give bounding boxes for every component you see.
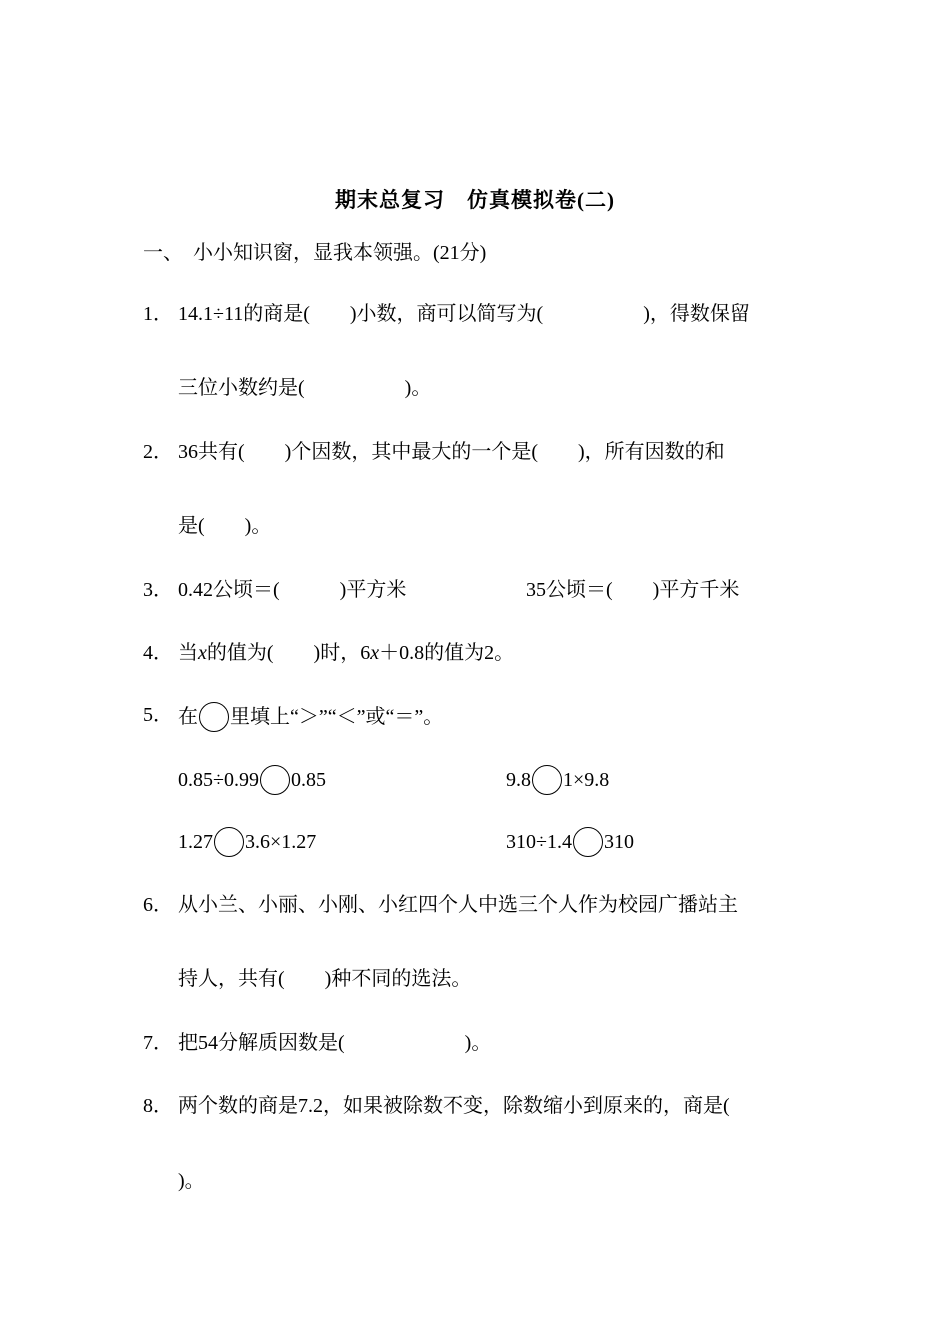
expr: 310 <box>603 831 634 853</box>
expr: 1.27 <box>178 831 213 853</box>
question-number: 3． <box>143 579 173 601</box>
question-number: 7． <box>143 1032 173 1054</box>
question-6-line-1: 从小兰、小丽、小刚、小红四个人中选三个人作为校园广播站主 <box>178 894 738 916</box>
compare-row-1-right <box>506 765 609 795</box>
page-title: 期末总复习 仿真模拟卷(二) <box>335 188 615 212</box>
q4-part-b: 的值为( )时，6 <box>206 642 371 664</box>
question-1-line-2: 三位小数约是( )。 <box>178 377 432 399</box>
compare-row-2-left <box>178 827 316 857</box>
expr: 3.6×1.27 <box>245 831 317 853</box>
question-4-text <box>178 640 514 666</box>
expr: 9.8 <box>506 769 531 791</box>
question-2-line-2: 是( )。 <box>178 515 272 537</box>
question-3-left: 0.42公顷＝( )平方米 <box>178 579 407 601</box>
question-3-right: 35公顷＝( )平方千米 <box>526 579 740 601</box>
section-heading: 一、 小小知识窗，显我本领强。(21分) <box>143 242 487 264</box>
question-8-line-2: )。 <box>178 1170 205 1192</box>
q4-part-c: ＋0.8的值为2。 <box>379 642 515 664</box>
question-5-instruction <box>178 702 443 732</box>
question-7-line-1: 把54分解质因数是( )。 <box>178 1032 492 1054</box>
q5-part-b: 里填上“＞”“＜”或“＝”。 <box>230 706 444 728</box>
q4-part-a: 当 <box>178 642 198 664</box>
circle-blank[interactable] <box>260 765 290 795</box>
question-2-line-1: 36共有( )个因数，其中最大的一个是( )，所有因数的和 <box>178 441 725 463</box>
question-number: 6． <box>143 894 173 916</box>
expr: 0.85÷0.99 <box>178 769 259 791</box>
expr: 1×9.8 <box>563 769 610 791</box>
question-number: 2． <box>143 441 173 463</box>
circle-blank-icon <box>199 702 229 732</box>
variable-x: x <box>370 642 380 664</box>
compare-row-1-left <box>178 765 326 795</box>
circle-blank[interactable] <box>214 827 244 857</box>
question-number: 5． <box>143 704 173 726</box>
circle-blank[interactable] <box>532 765 562 795</box>
question-number: 8． <box>143 1095 173 1117</box>
question-8-line-1: 两个数的商是7.2，如果被除数不变，除数缩小到原来的，商是( <box>178 1095 730 1117</box>
question-1-line-1: 14.1÷11的商是( )小数，商可以简写为( )，得数保留 <box>178 303 750 325</box>
question-6-line-2: 持人，共有( )种不同的选法。 <box>178 968 472 990</box>
question-number: 1． <box>143 303 173 325</box>
variable-x: x <box>198 642 207 664</box>
expr: 0.85 <box>290 769 326 791</box>
expr: 310÷1.4 <box>506 831 572 853</box>
circle-blank[interactable] <box>573 827 603 857</box>
compare-row-2-right <box>506 827 634 857</box>
question-number: 4． <box>143 642 173 664</box>
q5-part-a: 在 <box>178 706 198 728</box>
